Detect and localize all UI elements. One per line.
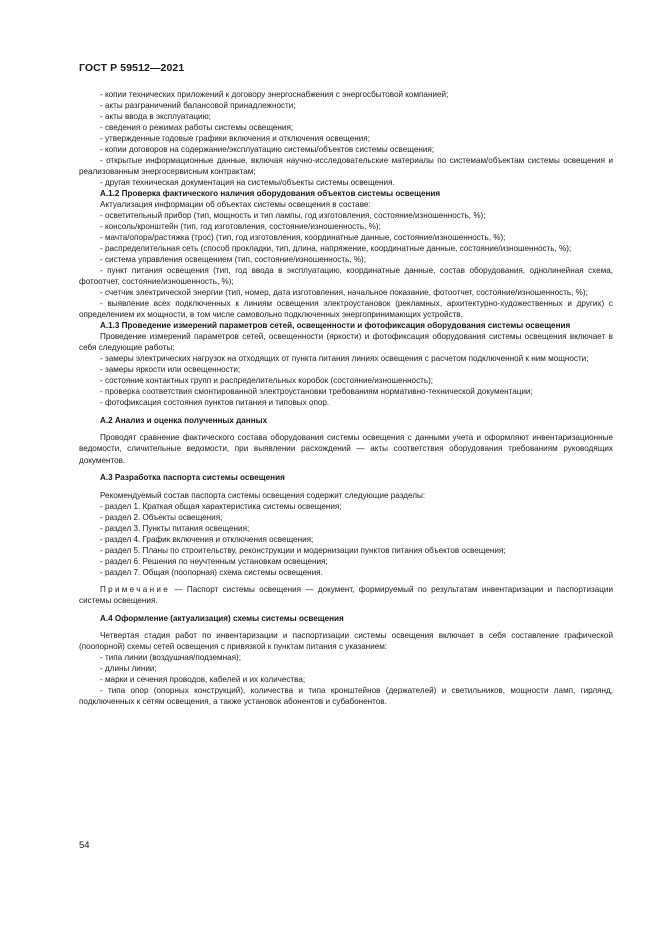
list-item: - фотофиксация состояния пунктов питания и типовых опор.	[100, 398, 330, 408]
list-item: - счетчик электрической энергии (тип, номер, дата изготовления, начальное показание, фотоотчет, состояние/изношенность, %);	[100, 288, 588, 298]
document-body	[79, 89, 613, 707]
section-heading-a2: А.2 Анализ и оценка полученных данных	[100, 415, 268, 425]
list-item: - распределительная сеть (способ прокладки, тип, длина, напряжение, координатные данные, состояние/изношенность, %);	[100, 244, 572, 254]
list-item: - сведения о режимах работы системы освещения;	[100, 123, 294, 133]
list-item: - раздел 2. Объекты освещения;	[100, 512, 223, 522]
list-item: - система управления освещением (тип, состояние/изношенность, %);	[100, 255, 367, 265]
paragraph: Рекомендуемый состав паспорта системы освещения содержит следующие разделы:	[100, 490, 426, 500]
list-item: - раздел 5. Планы по строительству, реконструкции и модернизации пунктов питания объектов освещения;	[100, 545, 506, 555]
list-item: - другая техническая документация на системы/объекты системы освещения.	[100, 178, 395, 188]
paragraph: Четвертая стадия работ по инвентаризации и паспортизации системы освещения включает в себя составление графической (поопорной) схемы сетей освещения с привязкой к пунктам питания с указанием:	[79, 631, 613, 652]
paragraph: Актуализация информации об объектах системы освещения в составе:	[100, 200, 371, 210]
list-item: - раздел 6. Решения по неучтенным установкам освещения;	[100, 556, 328, 566]
paragraph: Проведение измерений параметров сетей, освещенности (яркости) и фотофиксация оборудования системы освещения включает в себя следующие работы:	[79, 332, 613, 353]
list-item: - выявление всех подключенных к линиям освещения электроустановок (рекламных, архитектурно-художественных и других) с определением их мощности, в том числе самовольно подключенных энергопринимающих устройств.	[79, 299, 613, 320]
section-heading-a12: А.1.2 Проверка фактического наличия оборудования объектов системы освещения	[100, 189, 441, 199]
list-item: - акты разграничений балансовой принадлежности;	[100, 101, 296, 111]
document-header: ГОСТ Р 59512—2021	[79, 62, 185, 74]
list-item: - акты ввода в эксплуатацию;	[100, 112, 211, 122]
list-item: - раздел 1. Краткая общая характеристика системы освещения;	[100, 501, 342, 511]
note	[79, 584, 613, 606]
section-heading-a13: А.1.3 Проведение измерений параметров сетей, освещенности и фотофиксация оборудования системы освещения	[100, 321, 571, 331]
list-item: - осветительный прибор (тип, мощность и тип лампы, год изготовления, состояние/изношенность, %);	[100, 211, 486, 221]
list-item: - состояние контактных групп и распределительных коробок (состояние/изношенность);	[100, 376, 434, 386]
list-item: - раздел 3. Пункты питания освещения;	[100, 523, 250, 533]
list-item: - раздел 7. Общая (поопорная) схема системы освещения.	[100, 567, 323, 577]
list-item: - замеры яркости или освещенности;	[100, 365, 241, 375]
list-item: - раздел 4. График включения и отключения освещения;	[100, 534, 314, 544]
list-item: - марки и сечения проводов, кабелей и их количества;	[100, 675, 306, 685]
paragraph: Проводят сравнение фактического состава оборудования системы освещения с данными учета и оформляют инвентаризационные ведомости, сличительные ведомости, при выявлении расхождений — акты соответствия оборудования требованиям руководящих документов.	[79, 433, 613, 465]
note-label: Примечание	[100, 585, 171, 595]
list-item: - замеры электрических нагрузок на отходящих от пункта питания линиях освещения с расчетом подключенной к ним мощности;	[100, 354, 589, 364]
list-item: - утвержденные годовые графики включения и отключения освещения;	[100, 134, 370, 144]
list-item: - копии договоров на содержание/эксплуатацию системы/объектов системы освещения;	[100, 145, 435, 155]
list-item: - типа опор (опорных конструкций), количества и типа кронштейнов (держателей) и светильников, мощности ламп, гирлянд, подключенных к сетям освещения, а также установок абонентов и субабонентов.	[79, 686, 613, 707]
section-heading-a4: А.4 Оформление (актуализация) схемы системы освещения	[100, 613, 344, 623]
list-item: - копии технических приложений к договору энергоснабжения с энергосбытовой компанией;	[100, 90, 449, 99]
list-item: - открытые информационные данные, включая научно-исследовательские материалы по системам/объектам системы освещения и реализованным энергосервисным контрактам;	[79, 156, 613, 177]
page-number: 54	[79, 840, 90, 851]
list-item: - мачта/опора/растяжка (трос) (тип, год изготовления, координатные данные, состояние/изношенность, %);	[100, 233, 506, 243]
list-item: - консоль/кронштейн (тип, год изготовления, состояние/изношенность, %);	[100, 222, 381, 232]
list-item: - типа линии (воздушная/подземная);	[100, 653, 241, 663]
list-item: - проверка соответствия смонтированной электроустановки требованиям нормативно-технической документации;	[100, 387, 533, 397]
list-item: - пункт питания освещения (тип, год ввода в эксплуатацию, координатные данные, состав оборудования, однолинейная схема, фотоотчет, состояние/изношенность, %);	[79, 266, 613, 287]
note-text: — Паспорт системы освещения — документ, формируемый по результатам инвентаризации и паспортизации системы освещения.	[79, 585, 613, 606]
section-heading-a3: А.3 Разработка паспорта системы освещения	[100, 473, 285, 483]
list-item: - длины линии;	[100, 664, 157, 674]
